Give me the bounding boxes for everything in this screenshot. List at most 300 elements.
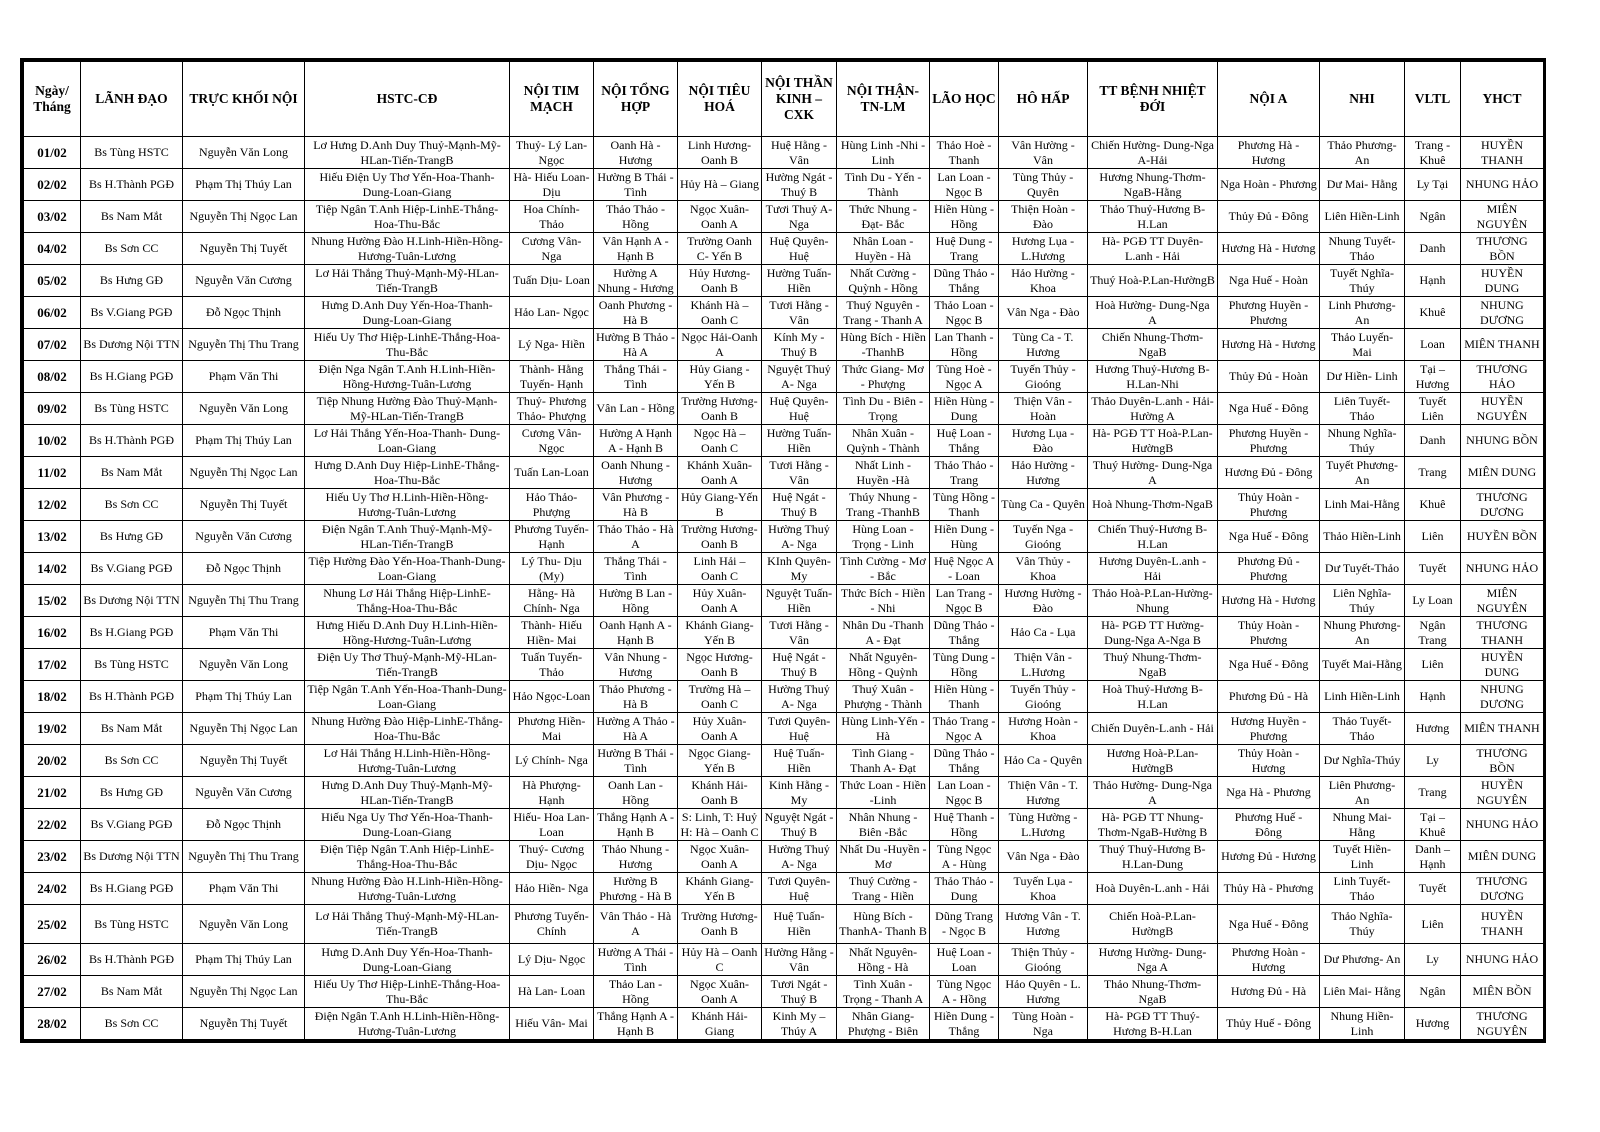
cell-nephro: Hùng Linh -Nhi -Linh [837,137,930,169]
cell-internal-duty: Nguyễn Thị Tuyết [183,745,305,777]
cell-respiratory: Thiện Vân - T. Hương [999,777,1088,809]
cell-cardiology: Lý Chính- Nga [510,745,594,777]
cell-internal-duty: Nguyễn Văn Long [183,905,305,944]
cell-internal-duty: Nguyễn Thị Thu Trang [183,329,305,361]
cell-pediatrics: Dư Hiền- Linh [1320,361,1405,393]
cell-physio: Trang [1405,777,1461,809]
cell-internal-a: Nga Huế - Đông [1218,905,1320,944]
cell-neuro: Huệ Quyên-Huệ [762,233,837,265]
cell-gastro: Hủy Xuân-Oanh A [678,713,762,745]
cell-icu: Hiếu Uy Thơ Hiệp-LinhE-Thắng-Hoa-Thu-Bắc [305,976,510,1008]
cell-internal-duty: Nguyễn Văn Cương [183,777,305,809]
cell-gastro: Ngọc Xuân-Oanh A [678,976,762,1008]
header-nephro: NỘI THẬN-TN-LM [837,62,930,137]
cell-nephro: Thuý Cường - Trang - Hiền [837,873,930,905]
cell-leader: Bs Tùng HSTC [81,137,183,169]
cell-date: 23/02 [24,841,81,873]
cell-tropical: Hương Duyên-L.anh - Hải [1088,553,1218,585]
cell-general-internal: Vân Nhung - Hương [594,649,678,681]
cell-gastro: Ngọc Hải-Oanh A [678,329,762,361]
table-row [24,265,1544,297]
cell-tropical: Hương Thuỷ-Hương B-H.Lan-Nhi [1088,361,1218,393]
cell-physio: Trang [1405,457,1461,489]
cell-internal-duty: Nguyễn Thị Ngọc Lan [183,201,305,233]
cell-traditional: HUYỀN THANH [1461,905,1544,944]
cell-leader: Bs V.Giang PGĐ [81,553,183,585]
cell-date: 17/02 [24,649,81,681]
cell-internal-a: Phương Đủ - Phương [1218,553,1320,585]
cell-internal-a: Nga Huế - Đông [1218,521,1320,553]
cell-nephro: Thuý Nguyên - Trang - Thanh A [837,297,930,329]
cell-cardiology: Hiếu Vân- Mai [510,1008,594,1040]
cell-general-internal: Oanh Hạnh A - Hạnh B [594,617,678,649]
cell-physio: Khuê [1405,489,1461,521]
cell-nephro: Nhân Du -Thanh A - Đạt [837,617,930,649]
cell-tropical: Thuý Hường- Dung-Nga A [1088,457,1218,489]
cell-cardiology: Hảo Ngọc-Loan [510,681,594,713]
cell-internal-a: Hương Đủ - Hương [1218,841,1320,873]
cell-neuro: Kinh My – Thúy A [762,1008,837,1040]
cell-general-internal: Thảo Thảo - Hồng [594,201,678,233]
cell-leader: Bs Hưng GĐ [81,265,183,297]
cell-general-internal: Thắng Hạnh A - Hạnh B [594,1008,678,1040]
table-row [24,361,1544,393]
cell-physio: Ngân [1405,201,1461,233]
cell-date: 28/02 [24,1008,81,1040]
table-row [24,777,1544,809]
cell-neuro: Hường Thuỷ A- Nga [762,681,837,713]
cell-internal-duty: Nguyễn Thị Ngọc Lan [183,713,305,745]
cell-traditional: HUYỀN THANH [1461,137,1544,169]
cell-respiratory: Tùng Ca - T. Hương [999,329,1088,361]
cell-cardiology: Hà Lan- Loan [510,976,594,1008]
cell-tropical: Hà- PGĐ TT Duyên-L.anh - Hải [1088,233,1218,265]
cell-respiratory: Tuyến Lụa - Khoa [999,873,1088,905]
cell-internal-a: Nga Huế - Hoàn [1218,265,1320,297]
cell-tropical: Chiến Duyên-L.anh - Hải [1088,713,1218,745]
cell-general-internal: Hường B Thảo - Hà A [594,329,678,361]
cell-general-internal: Hường B Thái - Tình [594,169,678,201]
cell-neuro: Nguyệt Tuấn-Hiền [762,585,837,617]
cell-icu: Tiệp Ngân T.Anh Yến-Hoa-Thanh-Dung-Loan-Giang [305,681,510,713]
cell-date: 21/02 [24,777,81,809]
cell-cardiology: Cương Vân-Nga [510,233,594,265]
cell-general-internal: Vân Phương - Hà B [594,489,678,521]
cell-general-internal: Hường A Thảo - Hà A [594,713,678,745]
cell-gastro: Hủy Xuân-Oanh A [678,585,762,617]
cell-icu: Điện Uy Thơ Thuỷ-Mạnh-Mỹ-HLan-Tiến-TrangB [305,649,510,681]
cell-date: 03/02 [24,201,81,233]
cell-gastro: Khánh Hà – Oanh C [678,297,762,329]
cell-geriatrics: Dũng Thảo - Thắng [930,617,999,649]
cell-icu: Nhung Lơ Hải Thắng Hiệp-LinhE-Thắng-Hoa-Thu-Bắc [305,585,510,617]
cell-tropical: Hà- PGĐ TT Nhung-Thơm-NgaB-Hường B [1088,809,1218,841]
cell-traditional: NHUNG HẢO [1461,553,1544,585]
cell-general-internal: Vân Thảo - Hà A [594,905,678,944]
cell-internal-duty: Đỗ Ngọc Thịnh [183,809,305,841]
cell-icu: Điện Ngân T.Anh H.Linh-Hiền-Hồng-Hương-Tuân-Lương [305,1008,510,1040]
cell-cardiology: Thuỷ- Lý Lan-Ngọc [510,137,594,169]
cell-leader: Bs Tùng HSTC [81,393,183,425]
cell-geriatrics: Tùng Hồng - Thanh [930,489,999,521]
cell-geriatrics: Tùng Ngọc A - Hồng [930,976,999,1008]
cell-pediatrics: Tuyết Hiền-Linh [1320,841,1405,873]
cell-general-internal: Oanh Phương - Hà B [594,297,678,329]
cell-tropical: Hà- PGĐ TT Hường-Dung-Nga A-Nga B [1088,617,1218,649]
cell-date: 11/02 [24,457,81,489]
cell-general-internal: Oanh Nhung - Hương [594,457,678,489]
table-row [24,137,1544,169]
cell-internal-a: Phương Huyền - Phương [1218,297,1320,329]
cell-icu: Hưng D.Anh Duy Yến-Hoa-Thanh-Dung-Loan-Giang [305,297,510,329]
table-header [24,62,1544,137]
cell-neuro: Tươi Quyên-Huệ [762,713,837,745]
cell-icu: Lơ Hưng D.Anh Duy Thuỷ-Mạnh-Mỹ-HLan-Tiến-TrangB [305,137,510,169]
cell-respiratory: Tùng Hường - L.Hương [999,809,1088,841]
cell-icu: Tiệp Nhung Hường Đào Thuỷ-Mạnh-Mỹ-HLan-Tiến-TrangB [305,393,510,425]
cell-physio: Danh [1405,233,1461,265]
table-row [24,681,1544,713]
cell-physio: Hạnh [1405,265,1461,297]
cell-traditional: THƯƠNG NGUYÊN [1461,1008,1544,1040]
cell-neuro: Hường Thuỷ A- Nga [762,841,837,873]
cell-date: 18/02 [24,681,81,713]
cell-neuro: Tươi Hằng - Vân [762,617,837,649]
cell-neuro: Huệ Tuấn-Hiền [762,905,837,944]
cell-geriatrics: Thảo Loan - Ngọc B [930,297,999,329]
cell-internal-duty: Nguyễn Thị Thu Trang [183,585,305,617]
cell-physio: Ly Loan [1405,585,1461,617]
cell-icu: Hưng D.Anh Duy Hiệp-LinhE-Thắng-Hoa-Thu-Bắc [305,457,510,489]
cell-pediatrics: Nhung Tuyết-Thảo [1320,233,1405,265]
cell-internal-a: Phương Đủ - Hà [1218,681,1320,713]
table-row [24,617,1544,649]
cell-leader: Bs Sơn CC [81,1008,183,1040]
header-row [24,62,1544,137]
cell-geriatrics: Huệ Loan - Thắng [930,425,999,457]
header-cardiology: NỘI TIM MẠCH [510,62,594,137]
cell-cardiology: Hoa Chính-Thảo [510,201,594,233]
cell-geriatrics: Hiền Dung - Hùng [930,521,999,553]
cell-leader: Bs Sơn CC [81,489,183,521]
cell-tropical: Thuý Thuỷ-Hương B-H.Lan-Dung [1088,841,1218,873]
cell-internal-a: Thủy Hoàn - Phương [1218,617,1320,649]
cell-tropical: Hoà Hường- Dung-Nga A [1088,297,1218,329]
cell-cardiology: Hảo Hiền- Nga [510,873,594,905]
cell-geriatrics: Huệ Loan - Loan [930,944,999,976]
cell-tropical: Chiến Thuỷ-Hương B-H.Lan [1088,521,1218,553]
table-row [24,976,1544,1008]
cell-pediatrics: Linh Phương-An [1320,297,1405,329]
cell-nephro: Hùng Bích - Hiền -ThanhB [837,329,930,361]
cell-internal-duty: Nguyễn Thị Thu Trang [183,841,305,873]
cell-tropical: Thảo Hường- Dung-Nga A [1088,777,1218,809]
cell-cardiology: Hằng- Hà Chính- Nga [510,585,594,617]
cell-geriatrics: Tùng Hoè - Ngọc A [930,361,999,393]
cell-pediatrics: Liên Mai- Hằng [1320,976,1405,1008]
cell-tropical: Hương Hường- Dung-Nga A [1088,944,1218,976]
cell-leader: Bs Tùng HSTC [81,649,183,681]
cell-tropical: Hà- PGĐ TT Thuý-Hương B-H.Lan [1088,1008,1218,1040]
cell-neuro: Tươi Ngát - Thuý B [762,976,837,1008]
cell-physio: Trang - Khuê [1405,137,1461,169]
cell-cardiology: Hà Phượng-Hạnh [510,777,594,809]
cell-cardiology: Tuấn Lan-Loan [510,457,594,489]
cell-traditional: NHUNG HẢO [1461,944,1544,976]
cell-cardiology: Lý Dịu- Ngọc [510,944,594,976]
header-neuro: NỘI THẦN KINH – CXK [762,62,837,137]
cell-respiratory: Vân Thủy - Khoa [999,553,1088,585]
cell-respiratory: Hảo Quyên - L. Hương [999,976,1088,1008]
cell-internal-duty: Nguyễn Thị Ngọc Lan [183,457,305,489]
duty-roster-table [23,61,1544,1040]
cell-gastro: Khánh Hải-Giang [678,1008,762,1040]
cell-respiratory: Hảo Ca - Quyên [999,745,1088,777]
cell-date: 12/02 [24,489,81,521]
cell-physio: Hương [1405,1008,1461,1040]
cell-leader: Bs V.Giang PGĐ [81,809,183,841]
table-row [24,169,1544,201]
cell-traditional: NHUNG HẢO [1461,169,1544,201]
cell-traditional: MIÊN NGUYÊN [1461,201,1544,233]
cell-gastro: Trường Hương-Oanh B [678,521,762,553]
cell-icu: Lơ Hải Thắng Yến-Hoa-Thanh- Dung-Loan-Giang [305,425,510,457]
cell-traditional: THƯƠNG DƯƠNG [1461,489,1544,521]
cell-cardiology: Tuấn Tuyến-Thảo [510,649,594,681]
cell-physio: Hạnh [1405,681,1461,713]
cell-date: 24/02 [24,873,81,905]
cell-general-internal: Oanh Lan - Hồng [594,777,678,809]
cell-nephro: Nhân Giang-Phượng - Biên [837,1008,930,1040]
cell-respiratory: Hương Vân - T. Hương [999,905,1088,944]
cell-neuro: Nguyệt Ngát -Thuý B [762,809,837,841]
cell-tropical: Thảo Duyên-L.anh - Hải-Hường A [1088,393,1218,425]
cell-traditional: MIÊN THANH [1461,713,1544,745]
cell-geriatrics: Thảo Trang - Ngọc A [930,713,999,745]
cell-pediatrics: Tuyết Mai-Hằng [1320,649,1405,681]
cell-leader: Bs V.Giang PGĐ [81,297,183,329]
cell-date: 06/02 [24,297,81,329]
cell-date: 27/02 [24,976,81,1008]
cell-respiratory: Tuyến Nga - Gioóng [999,521,1088,553]
cell-internal-duty: Phạm Văn Thi [183,617,305,649]
cell-neuro: Nguyệt Thuỷ A- Nga [762,361,837,393]
cell-nephro: Tình Xuân - Trọng - Thanh A [837,976,930,1008]
cell-tropical: Chiến Nhung-Thơm-NgaB [1088,329,1218,361]
cell-internal-a: Thủy Huế - Đông [1218,1008,1320,1040]
cell-general-internal: Hường A Hạnh A - Hạnh B [594,425,678,457]
cell-respiratory: Thiện Vân - Hoàn [999,393,1088,425]
cell-date: 09/02 [24,393,81,425]
cell-pediatrics: Linh Mai-Hằng [1320,489,1405,521]
cell-internal-duty: Đỗ Ngọc Thịnh [183,553,305,585]
cell-tropical: Hoà Thuỷ-Hương B-H.Lan [1088,681,1218,713]
cell-physio: Tại – Khuê [1405,809,1461,841]
cell-gastro: Khánh Hải-Oanh B [678,777,762,809]
header-leader: LÃNH ĐẠO [81,62,183,137]
cell-internal-duty: Nguyễn Văn Long [183,137,305,169]
cell-traditional: HUYỀN NGUYÊN [1461,393,1544,425]
cell-tropical: Hương Nhung-Thơm-NgaB-Hằng [1088,169,1218,201]
cell-physio: Liên [1405,905,1461,944]
cell-physio: Ngân Trang [1405,617,1461,649]
cell-respiratory: Vân Nga - Đào [999,297,1088,329]
cell-respiratory: Thiện Thủy - Gioóng [999,944,1088,976]
cell-tropical: Thuý Hoà-P.Lan-HườngB [1088,265,1218,297]
cell-date: 15/02 [24,585,81,617]
cell-neuro: Hường Tuấn-Hiền [762,425,837,457]
cell-general-internal: Hường A Nhung - Hương [594,265,678,297]
cell-geriatrics: Thảo Hoè - Thanh [930,137,999,169]
cell-traditional: NHUNG DƯƠNG [1461,681,1544,713]
cell-geriatrics: Thảo Thảo - Dung [930,873,999,905]
cell-internal-duty: Phạm Văn Thi [183,873,305,905]
cell-physio: Liên [1405,521,1461,553]
cell-cardiology: Tuấn Dịu- Loan [510,265,594,297]
cell-internal-duty: Nguyễn Thị Tuyết [183,233,305,265]
cell-date: 04/02 [24,233,81,265]
cell-icu: Hiếu Uy Thơ Hiệp-LinhE-Thắng-Hoa-Thu-Bắc [305,329,510,361]
cell-geriatrics: Dũng Trang - Ngọc B [930,905,999,944]
cell-date: 13/02 [24,521,81,553]
cell-physio: Ngân [1405,976,1461,1008]
cell-cardiology: Hà- Hiếu Loan-Dịu [510,169,594,201]
cell-gastro: Ngọc Hương-Oanh B [678,649,762,681]
cell-gastro: Hủy Hà – Oanh C [678,944,762,976]
cell-tropical: Hoà Nhung-Thơm-NgaB [1088,489,1218,521]
cell-leader: Bs H.Giang PGĐ [81,873,183,905]
table-row [24,745,1544,777]
cell-traditional: THƯƠNG THANH [1461,617,1544,649]
cell-general-internal: Hường A Thái - Tình [594,944,678,976]
cell-pediatrics: Nhung Mai-Hằng [1320,809,1405,841]
cell-date: 07/02 [24,329,81,361]
table-row [24,585,1544,617]
cell-internal-duty: Phạm Thị Thúy Lan [183,169,305,201]
header-physio: VLTL [1405,62,1461,137]
header-respiratory: HÔ HẤP [999,62,1088,137]
cell-physio: Tuyết [1405,873,1461,905]
cell-general-internal: Thảo Phương - Hà B [594,681,678,713]
cell-geriatrics: Lan Loan - Ngọc B [930,169,999,201]
cell-pediatrics: Nhung Phương-An [1320,617,1405,649]
cell-date: 16/02 [24,617,81,649]
cell-icu: Lơ Hải Thắng Thuỷ-Mạnh-Mỹ-HLan-Tiến-TrangB [305,905,510,944]
cell-cardiology: Cương Vân-Ngọc [510,425,594,457]
cell-internal-duty: Nguyễn Thị Ngọc Lan [183,976,305,1008]
cell-icu: Điện Tiệp Ngân T.Anh Hiệp-LinhE-Thắng-Hoa-Thu-Bắc [305,841,510,873]
table-row [24,393,1544,425]
cell-general-internal: Thắng Thái - Tình [594,553,678,585]
cell-general-internal: Thắng Hạnh A - Hạnh B [594,809,678,841]
cell-respiratory: Tùng Ca - Quyên [999,489,1088,521]
cell-nephro: Thúy Nhung - Trang -ThanhB [837,489,930,521]
cell-physio: Tuyết [1405,553,1461,585]
cell-nephro: Tình Du - Biên - Trọng [837,393,930,425]
cell-nephro: Tình Cường - Mơ - Bắc [837,553,930,585]
cell-leader: Bs Hưng GĐ [81,777,183,809]
cell-internal-duty: Nguyễn Văn Cương [183,265,305,297]
cell-gastro: Trường Hà – Oanh C [678,681,762,713]
cell-icu: Hiếu Uy Thơ H.Linh-Hiền-Hồng-Hương-Tuân-Lương [305,489,510,521]
cell-neuro: Huệ Quyên-Huệ [762,393,837,425]
cell-physio: Khuê [1405,297,1461,329]
cell-tropical: Hà- PGĐ TT Hoà-P.Lan-HườngB [1088,425,1218,457]
cell-geriatrics: Tùng Ngọc A - Hùng [930,841,999,873]
cell-cardiology: Thuỷ- Phương Thảo- Phượng [510,393,594,425]
cell-respiratory: Hương Hoàn - Khoa [999,713,1088,745]
cell-pediatrics: Thảo Nghĩa-Thúy [1320,905,1405,944]
cell-icu: Lơ Hải Thắng H.Linh-Hiền-Hồng-Hương-Tuân-Lương [305,745,510,777]
cell-nephro: Thức Nhung - Đạt- Bắc [837,201,930,233]
cell-pediatrics: Dư Mai- Hằng [1320,169,1405,201]
cell-traditional: HUYỀN NGUYÊN [1461,777,1544,809]
cell-neuro: Hường Thuỷ A- Nga [762,521,837,553]
cell-leader: Bs H.Thành PGĐ [81,944,183,976]
cell-gastro: Ngọc Hà – Oanh C [678,425,762,457]
cell-neuro: Kinh Hằng - My [762,777,837,809]
cell-leader: Bs Dương Nội TTN [81,329,183,361]
cell-traditional: THƯƠNG BỒN [1461,745,1544,777]
cell-general-internal: Thảo Thảo - Hà A [594,521,678,553]
cell-internal-a: Nga Hoàn - Phương [1218,169,1320,201]
cell-icu: Hiếu Nga Uy Thơ Yến-Hoa-Thanh-Dung-Loan-Giang [305,809,510,841]
cell-respiratory: Tuyến Thủy - Gioóng [999,361,1088,393]
cell-internal-duty: Đỗ Ngọc Thịnh [183,297,305,329]
cell-date: 10/02 [24,425,81,457]
cell-neuro: Hường Hằng -Vân [762,944,837,976]
cell-pediatrics: Linh Tuyết-Thảo [1320,873,1405,905]
cell-internal-a: Phương Huế - Đông [1218,809,1320,841]
cell-gastro: Ngọc Xuân-Oanh A [678,201,762,233]
cell-leader: Bs H.Giang PGĐ [81,617,183,649]
cell-gastro: S: Linh, T: Huỷ H: Hà – Oanh C [678,809,762,841]
cell-icu: Nhung Hường Đào H.Linh-Hiền-Hồng-Hương-Tuân-Lương [305,233,510,265]
cell-internal-a: Hương Đủ - Đông [1218,457,1320,489]
cell-traditional: NHUNG HẢO [1461,809,1544,841]
cell-icu: Tiệp Hường Đào Yến-Hoa-Thanh-Dung-Loan-Giang [305,553,510,585]
cell-internal-a: Hương Đủ - Hà [1218,976,1320,1008]
cell-cardiology: Thành- Hằng Tuyến- Hạnh [510,361,594,393]
cell-date: 22/02 [24,809,81,841]
cell-leader: Bs H.Thành PGĐ [81,681,183,713]
cell-icu: Lơ Hải Thắng Thuỷ-Mạnh-Mỹ-HLan-Tiến-TrangB [305,265,510,297]
cell-geriatrics: Hiền Hùng - Hồng [930,201,999,233]
cell-respiratory: Vân Nga - Đào [999,841,1088,873]
cell-physio: Danh – Hạnh [1405,841,1461,873]
cell-general-internal: Thảo Lan - Hồng [594,976,678,1008]
cell-nephro: Nhất Du -Huyền - Mơ [837,841,930,873]
cell-leader: Bs Dương Nội TTN [81,585,183,617]
cell-traditional: MIÊN DUNG [1461,841,1544,873]
cell-pediatrics: Thảo Phương-An [1320,137,1405,169]
header-date: Ngày/ Tháng [24,62,81,137]
header-pediatrics: NHI [1320,62,1405,137]
cell-icu: Tiệp Ngân T.Anh Hiệp-LinhE-Thắng-Hoa-Thu-Bắc [305,201,510,233]
header-icu: HSTC-CĐ [305,62,510,137]
cell-date: 25/02 [24,905,81,944]
cell-icu: Hưng D.Anh Duy Yến-Hoa-Thanh-Dung-Loan-Giang [305,944,510,976]
cell-internal-duty: Nguyễn Văn Long [183,393,305,425]
cell-respiratory: Vân Hường - Vân [999,137,1088,169]
table-row [24,809,1544,841]
cell-physio: Danh [1405,425,1461,457]
cell-nephro: Thức Loan - Hiền -Linh [837,777,930,809]
table-row [24,1008,1544,1040]
cell-pediatrics: Nhung Hiền-Linh [1320,1008,1405,1040]
cell-internal-a: Nga Hà - Phương [1218,777,1320,809]
table-row [24,457,1544,489]
